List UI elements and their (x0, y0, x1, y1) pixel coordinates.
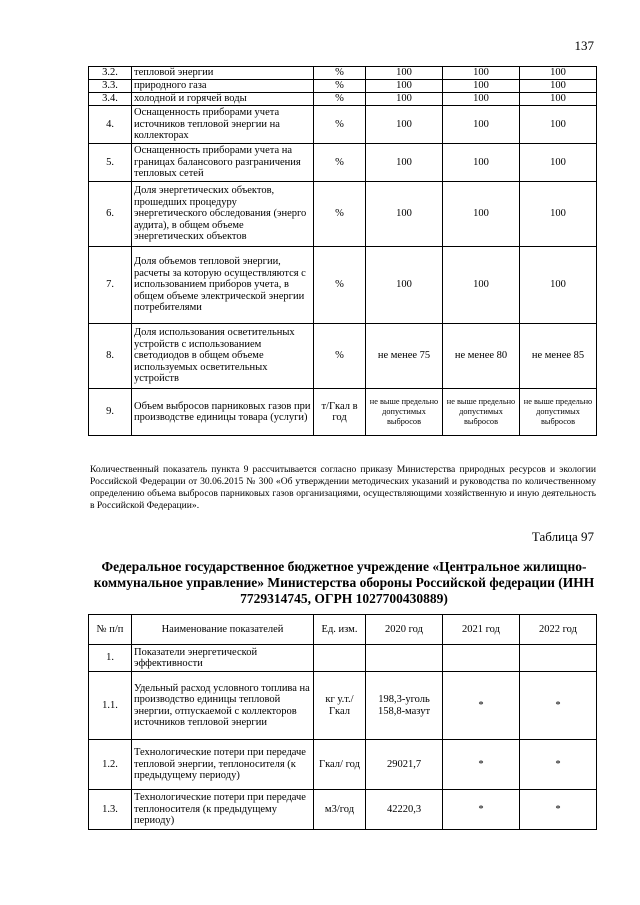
cell-name: Технологические потери при передаче теплоносителя (к предыдущему периоду) (132, 790, 314, 830)
cell-num: 7. (89, 247, 132, 324)
cell-unit: % (314, 67, 366, 80)
cell-y2022: * (520, 790, 597, 830)
cell-y2020: не менее 75 (366, 324, 443, 389)
cell-name: Технологические потери при передаче тепловой энергии, теплоносителя (к предыдущему периоду) (132, 740, 314, 790)
cell-y2022: не выше предельно допустимых выбросов (520, 389, 597, 436)
cell-unit: т/Гкал в год (314, 389, 366, 436)
cell-y2021: * (443, 740, 520, 790)
cell-y2021: * (443, 790, 520, 830)
table-row (89, 247, 597, 324)
cell-num: 1. (89, 645, 132, 672)
cell-name: Оснащенность приборами учета на границах балансового разграничения тепловых сетей (132, 144, 314, 182)
cell-name: Оснащенность приборами учета источников тепловой энергии на коллекторах (132, 106, 314, 144)
cell-num: 6. (89, 182, 132, 247)
cell-unit: % (314, 247, 366, 324)
page-number: 137 (574, 38, 594, 53)
table-header-row (89, 615, 597, 645)
cell-name: Доля энергетических объектов, прошедших процедуру энергетического обследования (энерго аудита), в общем объеме энергетических объектов (132, 182, 314, 247)
table-row (89, 80, 597, 93)
cell-unit: % (314, 324, 366, 389)
table-row (89, 790, 597, 830)
cell-y2022: 100 (520, 93, 597, 106)
cell-num: 4. (89, 106, 132, 144)
cell-unit: % (314, 182, 366, 247)
cell-name: холодной и горячей воды (132, 93, 314, 106)
cell-unit: кг у.т./ Гкал (314, 672, 366, 740)
cell-num: 3.3. (89, 80, 132, 93)
cell-name: тепловой энергии (132, 67, 314, 80)
cell-y2021: не менее 80 (443, 324, 520, 389)
cell-y2020: 198,3-уголь 158,8-мазут (366, 672, 443, 740)
cell-y2021: 100 (443, 80, 520, 93)
table-row (89, 106, 597, 144)
cell-unit: % (314, 144, 366, 182)
indicators-table-97 (88, 614, 597, 830)
header-2021: 2021 год (443, 615, 520, 645)
header-2022: 2022 год (520, 615, 597, 645)
header-2020: 2020 год (366, 615, 443, 645)
cell-y2021: 100 (443, 106, 520, 144)
cell-y2020: 100 (366, 93, 443, 106)
cell-num: 3.2. (89, 67, 132, 80)
cell-num: 1.3. (89, 790, 132, 830)
cell-y2021: * (443, 672, 520, 740)
table-row (89, 182, 597, 247)
cell-y2020: 42220,3 (366, 790, 443, 830)
cell-unit: Гкал/ год (314, 740, 366, 790)
indicators-table-continued (88, 66, 597, 436)
cell-y2022 (520, 645, 597, 672)
cell-name: Доля объемов тепловой энергии, расчеты за которую осуществляются с использованием приборов учета, в общем объеме электрической энергии потребителями (132, 247, 314, 324)
cell-unit: % (314, 93, 366, 106)
cell-y2021: 100 (443, 182, 520, 247)
cell-y2020 (366, 645, 443, 672)
header-unit: Ед. изм. (314, 615, 366, 645)
cell-y2020: 100 (366, 144, 443, 182)
cell-y2021: 100 (443, 93, 520, 106)
header-name: Наименование показателей (132, 615, 314, 645)
organization-heading: Федеральное государственное бюджетное учреждение «Центральное жилищно-коммунальное управление» Министерства обороны Российской федерации (ИНН 7729314745, ОГРН 1027700430889) (93, 559, 595, 606)
cell-y2020: 100 (366, 106, 443, 144)
cell-y2020: 100 (366, 67, 443, 80)
cell-unit (314, 645, 366, 672)
cell-y2020: 29021,7 (366, 740, 443, 790)
cell-y2022: * (520, 740, 597, 790)
cell-y2022: * (520, 672, 597, 740)
cell-num: 5. (89, 144, 132, 182)
table-label: Таблица 97 (531, 529, 594, 544)
cell-y2020: 100 (366, 182, 443, 247)
cell-name: природного газа (132, 80, 314, 93)
cell-y2022: 100 (520, 67, 597, 80)
header-num: № п/п (89, 615, 132, 645)
cell-y2021: 100 (443, 144, 520, 182)
cell-y2022: 100 (520, 80, 597, 93)
cell-y2020: не выше предельно допустимых выбросов (366, 389, 443, 436)
cell-y2022: 100 (520, 247, 597, 324)
cell-y2020: 100 (366, 247, 443, 324)
cell-y2022: 100 (520, 106, 597, 144)
cell-unit: % (314, 80, 366, 93)
table-row (89, 324, 597, 389)
table-row (89, 672, 597, 740)
cell-y2022: 100 (520, 144, 597, 182)
cell-name: Удельный расход условного топлива на производство единицы тепловой энергии, отпускаемой с коллекторов источников тепловой энергии (132, 672, 314, 740)
cell-y2021: не выше предельно допустимых выбросов (443, 389, 520, 436)
cell-num: 1.2. (89, 740, 132, 790)
cell-name: Показатели энергетической эффективности (132, 645, 314, 672)
cell-y2021 (443, 645, 520, 672)
table-row (89, 67, 597, 80)
cell-y2022: не менее 85 (520, 324, 597, 389)
footnote: Количественный показатель пункта 9 рассчитывается согласно приказу Министерства природных ресурсов и экологии Российской Федерации от 30.06.2015 № 300 «Об утверждении методических указаний и руководства по количественному определению объема выбросов парниковых газов организациями, осуществляющими хозяйственную и иную деятельность в Российской Федерации». (90, 464, 596, 511)
table-row (89, 144, 597, 182)
cell-unit: % (314, 106, 366, 144)
cell-y2021: 100 (443, 247, 520, 324)
cell-name: Объем выбросов парниковых газов при производстве единицы товара (услуги) (132, 389, 314, 436)
table-row (89, 93, 597, 106)
cell-unit: м3/год (314, 790, 366, 830)
cell-num: 3.4. (89, 93, 132, 106)
table-row (89, 740, 597, 790)
cell-num: 1.1. (89, 672, 132, 740)
table-row (89, 645, 597, 672)
cell-y2022: 100 (520, 182, 597, 247)
cell-num: 8. (89, 324, 132, 389)
cell-name: Доля использования осветительных устройств с использованием светодиодов в общем объеме используемых осветительных устройств (132, 324, 314, 389)
cell-y2021: 100 (443, 67, 520, 80)
table-row (89, 389, 597, 436)
cell-num: 9. (89, 389, 132, 436)
cell-y2020: 100 (366, 80, 443, 93)
